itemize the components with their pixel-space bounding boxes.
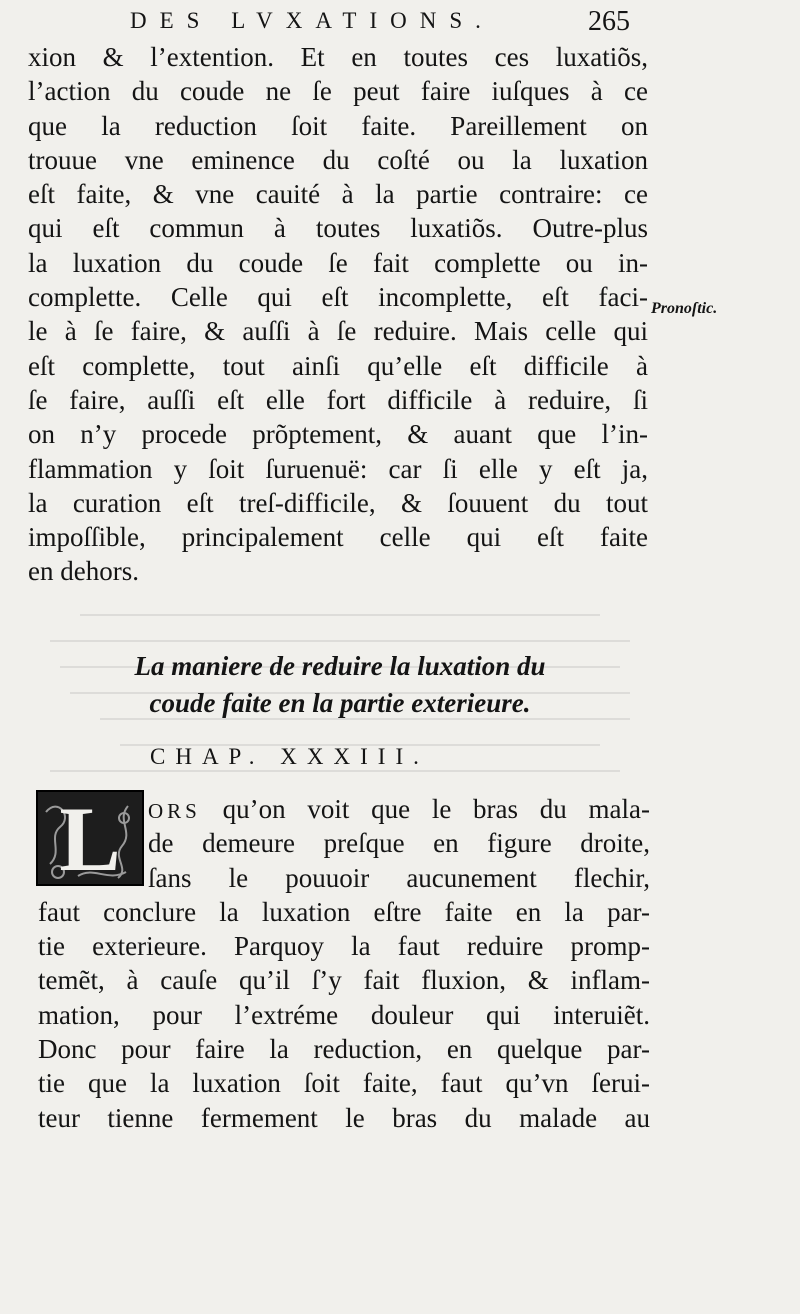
text-line: ſe faire, auſſi eſt elle fort difficile à reduire, ſi: [28, 384, 648, 415]
body-text: [28, 40, 648, 589]
text-line: teur tienne fermement le bras du malade au: [38, 1102, 650, 1133]
text-line-rest: qu’on voit que le bras du mala-: [222, 794, 650, 824]
chapter-text: [38, 792, 650, 1135]
page-header: [130, 6, 660, 42]
text-line: que la reduction ſoit faite. Pareillement on: [28, 110, 648, 141]
page-number: 265: [588, 6, 630, 37]
running-title: DES LVXATIONS.: [130, 8, 494, 33]
chapter-title-line: coude faite en la partie exterieure.: [149, 688, 531, 718]
text-line: de demeure preſque en figure droite,: [148, 828, 650, 859]
text-line: faut conclure la luxation eſtre faite en la par-: [38, 896, 650, 927]
chapter-title-line: La maniere de reduire la luxation du: [134, 651, 546, 681]
text-line: ſans le pouuoir aucunement flechir,: [148, 862, 650, 893]
text-line: trouue vne eminence du coſté ou la luxation: [28, 144, 648, 175]
text-line: la curation eſt treſ-difficile, & ſouuent du tout: [28, 487, 648, 518]
text-line: mation, pour l’extréme douleur qui interuiẽt.: [38, 999, 650, 1030]
drop-cap-letter: L: [59, 788, 121, 890]
text-line: eſt faite, & vne cauité à la partie contraire: ce: [28, 179, 648, 210]
text-line: qui eſt commun à toutes luxatiõs. Outre-plus: [28, 213, 648, 244]
text-line: tie exterieure. Parquoy la faut reduire promp-: [38, 931, 650, 962]
text-line: complette. Celle qui eſt incomplette, eſt faci-: [28, 282, 648, 313]
text-line: l’action du coude ne ſe peut faire iuſques à ce: [28, 76, 648, 107]
text-line: flammation y ſoit ſuruenuë: car ſi elle y eſt ja,: [28, 453, 648, 484]
text-line: temẽt, à cauſe qu’il ſ’y fait fluxion, & inflam-: [38, 965, 650, 996]
text-line: tie que la luxation ſoit faite, faut qu’vn ſerui-: [38, 1068, 650, 1099]
margin-note: Pronoſtic.: [651, 300, 718, 317]
text-line: on n’y procede prõptement, & auant que l’in-: [28, 419, 648, 450]
chapter-heading: CHAP. XXXIII.: [150, 744, 429, 769]
text-line: [38, 792, 650, 826]
text-line: eſt complette, tout ainſi qu’elle eſt difficile à: [28, 350, 648, 381]
text-line: le à ſe faire, & auſſi à ſe reduire. Mais celle qui: [28, 316, 648, 347]
text-line: impoſſible, principalement celle qui eſt faite: [28, 522, 648, 553]
text-line: Donc pour faire la reduction, en quelque par-: [38, 1034, 650, 1065]
text-line: en dehors.: [28, 556, 139, 587]
text-line: la luxation du coude ſe fait complette ou in-: [28, 247, 648, 278]
small-caps-word: ORS: [148, 799, 201, 823]
chapter-title: [80, 648, 600, 722]
text-line: xion & l’extention. Et en toutes ces luxatiõs,: [28, 42, 648, 72]
